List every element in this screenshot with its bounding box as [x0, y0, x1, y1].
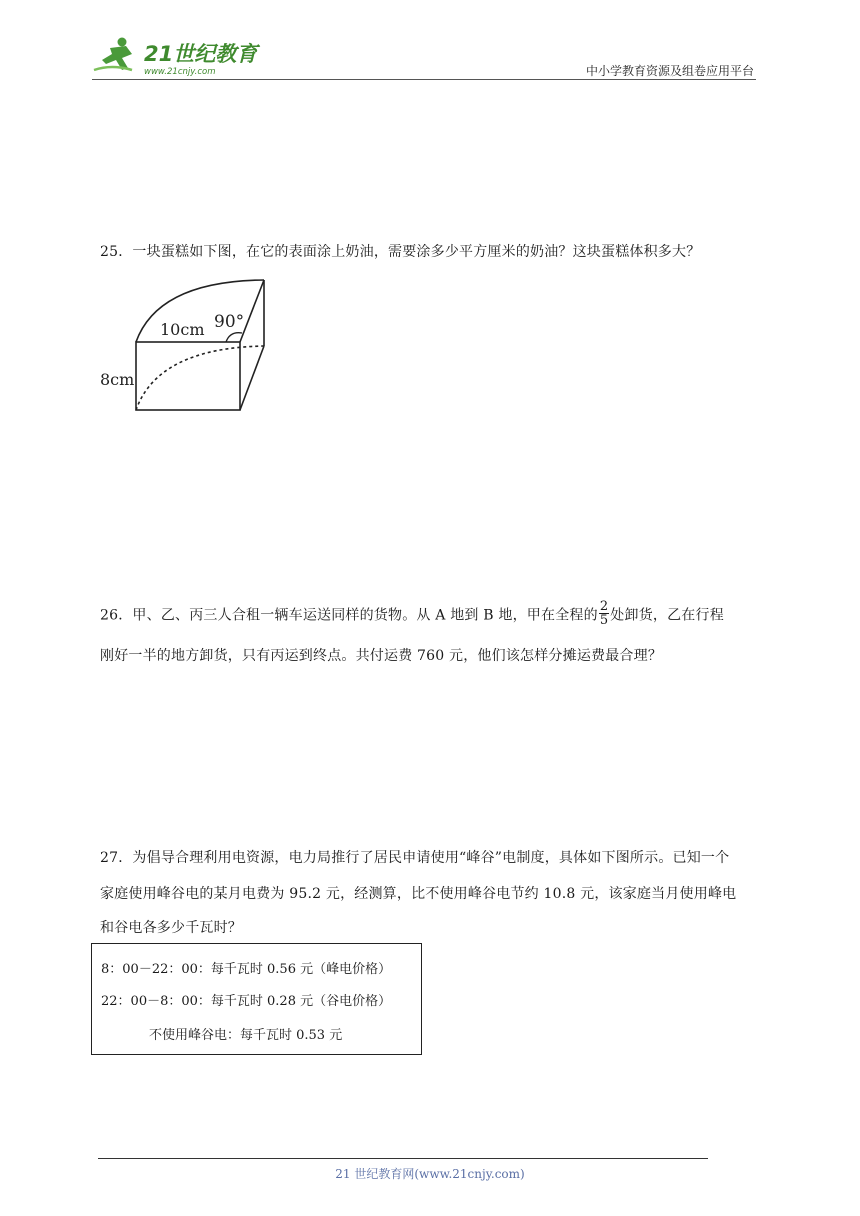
price-row-standard: 不使用峰谷电：每千瓦时 0.53 元: [149, 1028, 343, 1043]
question-26-line2: 刚好一半的地方卸货，只有丙运到终点。共付运费 760 元，他们该怎样分摊运费最合理？: [100, 648, 663, 664]
radius-label: 10cm: [160, 320, 205, 339]
angle-label: 90°: [214, 312, 245, 332]
question-27-line1: 27．为倡导合理利用电资源，电力局推行了居民申请使用“峰谷”电制度，具体如下图所示。已知一个: [100, 850, 730, 866]
question-27-line3: 和谷电各多少千瓦时？: [100, 920, 242, 936]
runner-icon: [94, 38, 132, 71]
logo-url: www.21cnjy.com: [144, 67, 216, 77]
header-divider: [92, 79, 756, 80]
question-27-line2: 家庭使用峰谷电的某月电费为 95.2 元，经测算，比不使用峰谷电节约 10.8 元，该家庭当月使用峰电: [100, 886, 737, 902]
price-row-valley: 22：00－8：00：每千瓦时 0.28 元（谷电价格）: [101, 994, 392, 1009]
platform-name: 中小学教育资源及组卷应用平台: [585, 64, 754, 78]
height-label: 8cm: [100, 370, 135, 389]
price-row-peak: 8：00－22：00：每千瓦时 0.56 元（峰电价格）: [101, 962, 392, 977]
q26-text-after: 处卸货，乙在行程: [610, 607, 724, 624]
cake-figure: [98, 273, 274, 423]
logo-text: 21世纪教育: [144, 42, 258, 66]
price-table: [91, 943, 422, 1055]
q26-text-before: 26．甲、乙、丙三人合租一辆车运送同样的货物。从 A 地到 B 地，甲在全程的: [100, 607, 598, 624]
footer-divider: [98, 1158, 708, 1159]
q26-fraction: [599, 600, 609, 627]
question-26-line1: [100, 599, 724, 629]
fraction-numerator: 2: [599, 599, 609, 614]
fraction-denominator: 5: [599, 613, 609, 628]
question-25: 25．一块蛋糕如下图，在它的表面涂上奶油，需要涂多少平方厘米的奶油？这块蛋糕体积多大？: [100, 244, 701, 260]
footer-link[interactable]: 21 世纪教育网(www.21cnjy.com): [335, 1167, 525, 1181]
site-logo: [92, 34, 262, 80]
